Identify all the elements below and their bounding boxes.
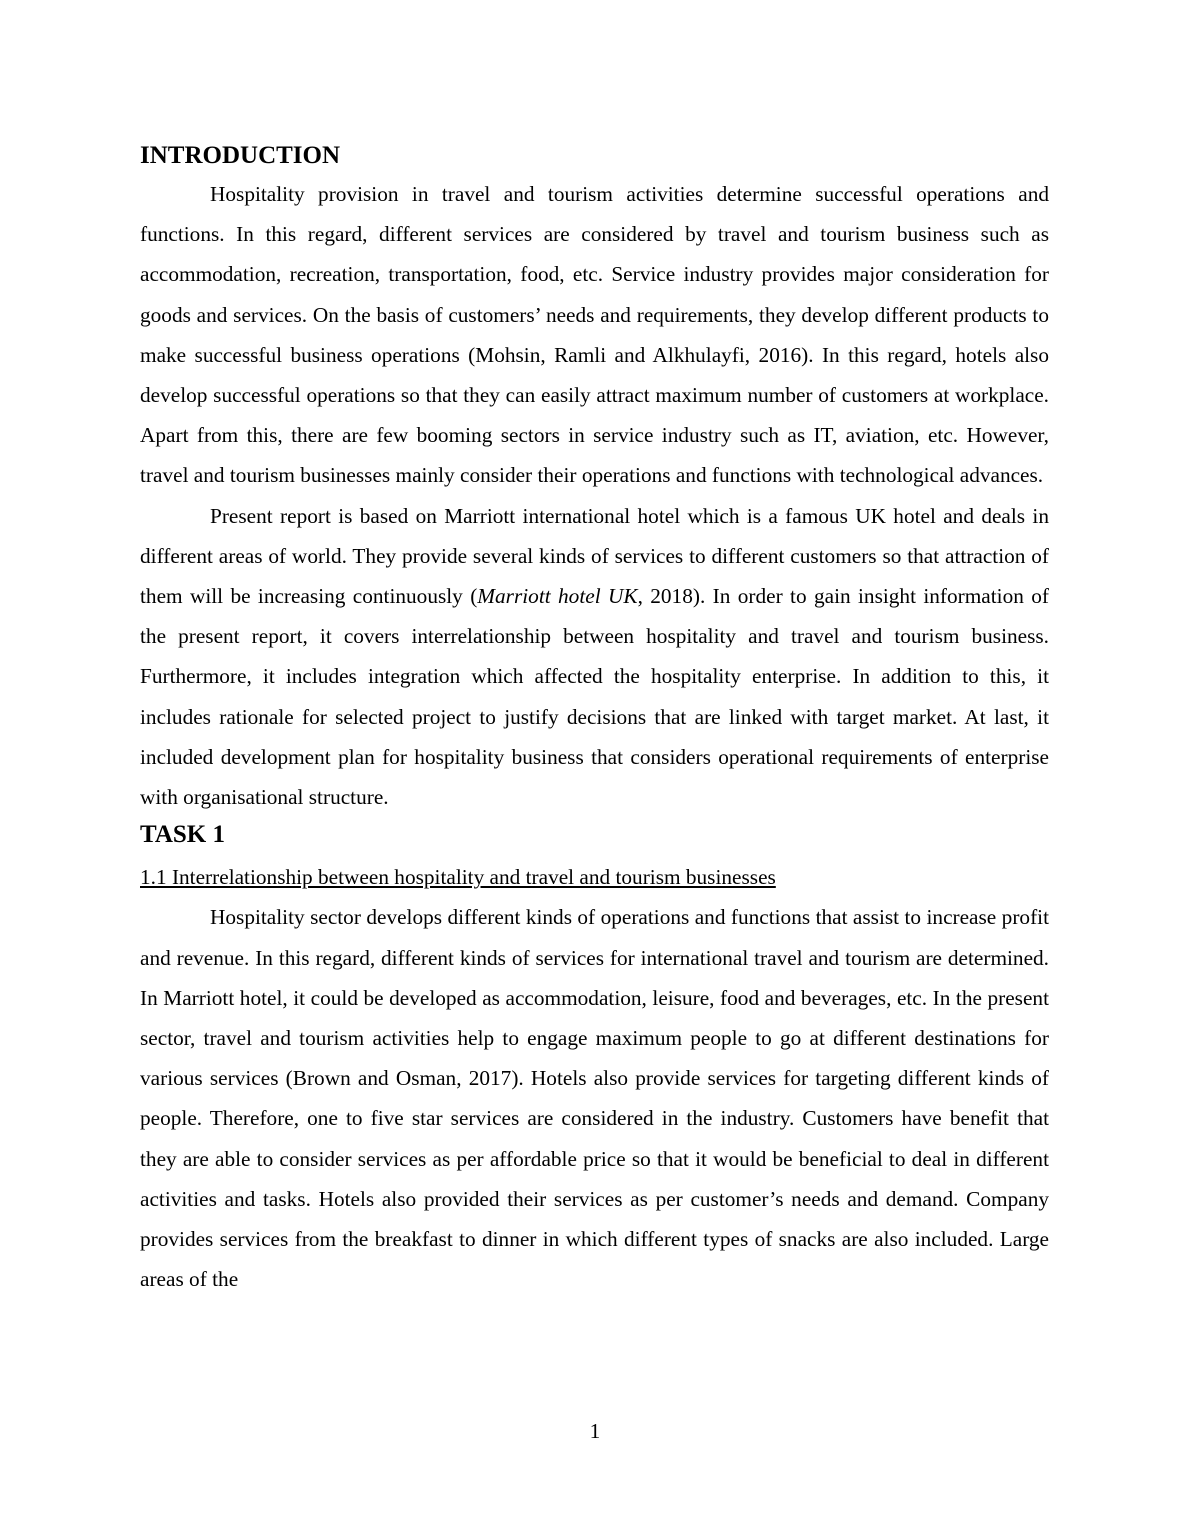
introduction-paragraph-2-start: Present report is based on Marriott international hotel which is a famous UK hotel and deals in different areas of world. They provide several kinds of services to different customers so that attraction of them will be increasing continuously ( <box>140 503 1049 609</box>
introduction-paragraph-2-end: , 2018). In order to gain insight information of the present report, it covers interrelationship between hospitality and travel and tourism business. Furthermore, it includes integration which affected the hospitality enterprise. In addition to this, it includes rationale for selected project to justify decisions that are linked with target market. At last, it included development plan for hospitality business that considers operational requirements of enterprise with organisational structure. <box>140 584 1050 810</box>
task-1-paragraph-1: Hospitality sector develops different kinds of operations and functions that assist to increase profit and revenue. In this regard, different kinds of services for international travel and tourism are determined. In Marriott hotel, it could be developed as accommodation, leisure, food and beverages, etc. In the present sector, travel and tourism activities help to engage maximum people to go at different destinations for various services (Brown and Osman, 2017). Hotels also provide services for targeting different kinds of people. Therefore, one to five star services are considered in the industry. Customers have benefit that they are able to consider services as per affordable price so that it would be beneficial to deal in different activities and tasks. Hotels also provided their services as per customer’s needs and demand. Company provides services from the breakfast to dinner in which different types of snacks are also included. Large areas of the <box>140 905 1049 1292</box>
task-1-heading: TASK 1 <box>140 821 225 849</box>
introduction-paragraph-2 <box>140 496 1049 818</box>
citation-marriott: Marriott hotel UK <box>477 584 638 609</box>
section-1-1-subheading: 1.1 Interrelationship between hospitality and travel and tourism businesses <box>140 865 776 890</box>
page-number: 1 <box>589 1419 601 1443</box>
introduction-paragraph-1: Hospitality provision in travel and tourism activities determine successful operations and functions. In this regard, different services are considered by travel and tourism business such as accommodation, recreation, transportation, food, etc. Service industry provides major consideration for goods and services. On the basis of customers’ needs and requirements, they develop different products to make successful business operations (Mohsin, Ramli and Alkhulayfi, 2016). In this regard, hotels also develop successful operations so that they can easily attract maximum number of customers at workplace. Apart from this, there are few booming sectors in service industry such as IT, aviation, etc. However, travel and tourism businesses mainly consider their operations and functions with technological advances. <box>140 182 1049 488</box>
introduction-heading: INTRODUCTION <box>140 142 341 169</box>
document-body <box>140 138 1049 1299</box>
